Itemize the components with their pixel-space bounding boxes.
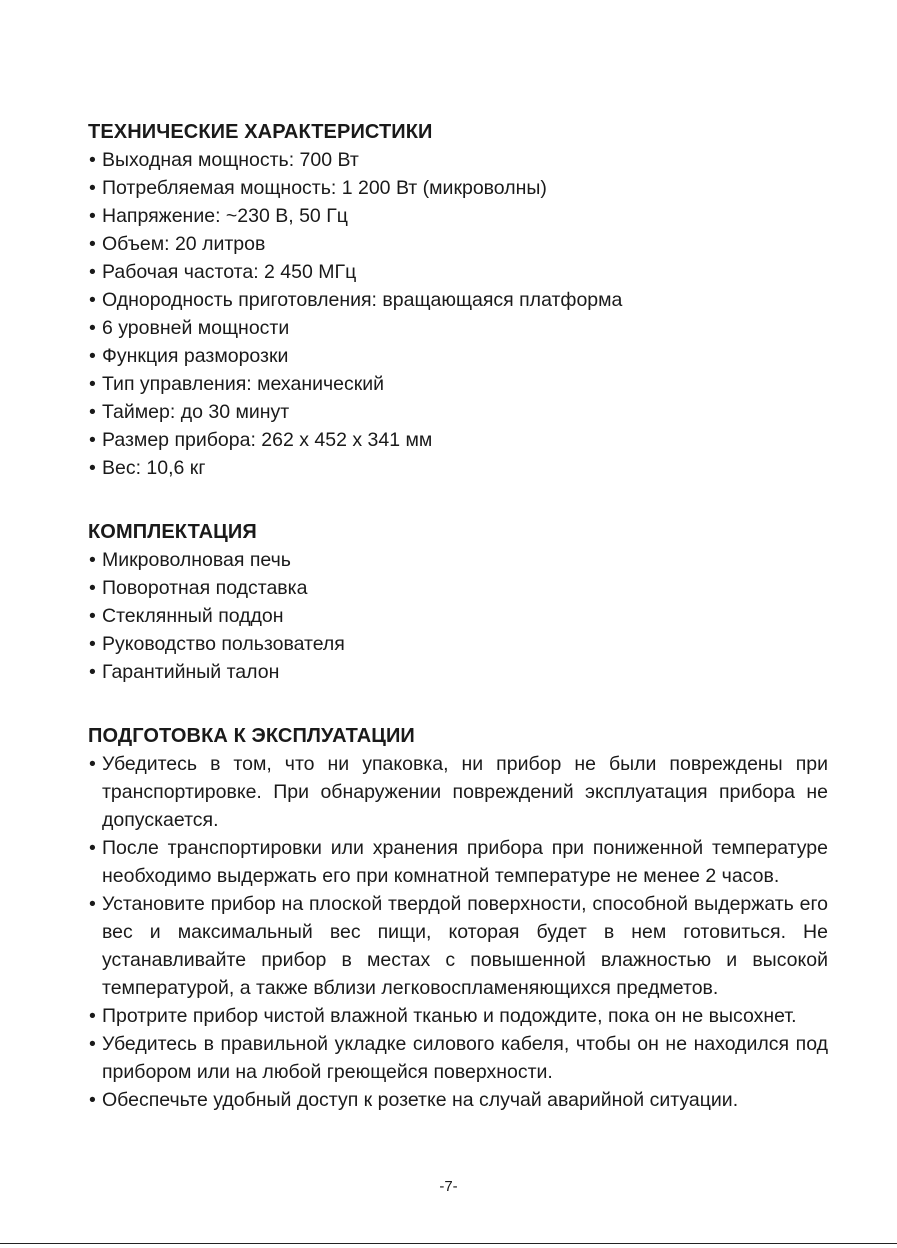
list-item: • Рабочая частота: 2 450 МГц — [88, 258, 828, 286]
list-item: • Таймер: до 30 минут — [88, 398, 828, 426]
kit-list — [88, 546, 828, 686]
specs-list — [88, 146, 828, 482]
list-item: • Вес: 10,6 кг — [88, 454, 828, 482]
list-item: • Гарантийный талон — [88, 658, 828, 686]
specs-title: ТЕХНИЧЕСКИЕ ХАРАКТЕРИСТИКИ — [88, 121, 433, 143]
manual-page — [88, 118, 828, 1114]
list-item: • Стеклянный поддон — [88, 602, 828, 630]
list-item: • Убедитесь в правильной укладке силового кабеля, чтобы он не находился под прибором или на любой греющейся поверхности. — [88, 1030, 828, 1086]
list-item: • Объем: 20 литров — [88, 230, 828, 258]
list-item: • Установите прибор на плоской твердой поверхности, способной выдержать его вес и максимальный вес пищи, которая будет в нем готовиться. Не устанавливайте прибор в местах с повышенной влажностью и высокой температурой, а также вблизи легковоспламеняющихся предметов. — [88, 890, 828, 1002]
list-item: • Напряжение: ~230 В, 50 Гц — [88, 202, 828, 230]
bottom-rule — [0, 1243, 897, 1244]
prep-list — [88, 750, 828, 1114]
list-item: • Однородность приготовления: вращающаяся платформа — [88, 286, 828, 314]
list-item: • Функция разморозки — [88, 342, 828, 370]
list-item: • Поворотная подставка — [88, 574, 828, 602]
list-item: • 6 уровней мощности — [88, 314, 828, 342]
list-item: • Тип управления: механический — [88, 370, 828, 398]
kit-section — [88, 518, 828, 686]
prep-title: ПОДГОТОВКА К ЭКСПЛУАТАЦИИ — [88, 725, 415, 747]
list-item: • Потребляемая мощность: 1 200 Вт (микроволны) — [88, 174, 828, 202]
specs-section — [88, 118, 828, 482]
list-item: • Обеспечьте удобный доступ к розетке на случай аварийной ситуации. — [88, 1086, 828, 1114]
list-item: • Выходная мощность: 700 Вт — [88, 146, 828, 174]
page-number: -7- — [439, 1178, 458, 1195]
list-item: • Руководство пользователя — [88, 630, 828, 658]
list-item: • Микроволновая печь — [88, 546, 828, 574]
prep-section — [88, 722, 828, 1114]
kit-title: КОМПЛЕКТАЦИЯ — [88, 521, 257, 543]
list-item: • Размер прибора: 262 х 452 х 341 мм — [88, 426, 828, 454]
list-item: • Протрите прибор чистой влажной тканью и подождите, пока он не высохнет. — [88, 1002, 828, 1030]
list-item: • Убедитесь в том, что ни упаковка, ни прибор не были повреждены при транспортировке. При обнаружении повреждений эксплуатация прибора не допускается. — [88, 750, 828, 834]
list-item: • После транспортировки или хранения прибора при пониженной температуре необходимо выдержать его при комнатной температуре не менее 2 часов. — [88, 834, 828, 890]
